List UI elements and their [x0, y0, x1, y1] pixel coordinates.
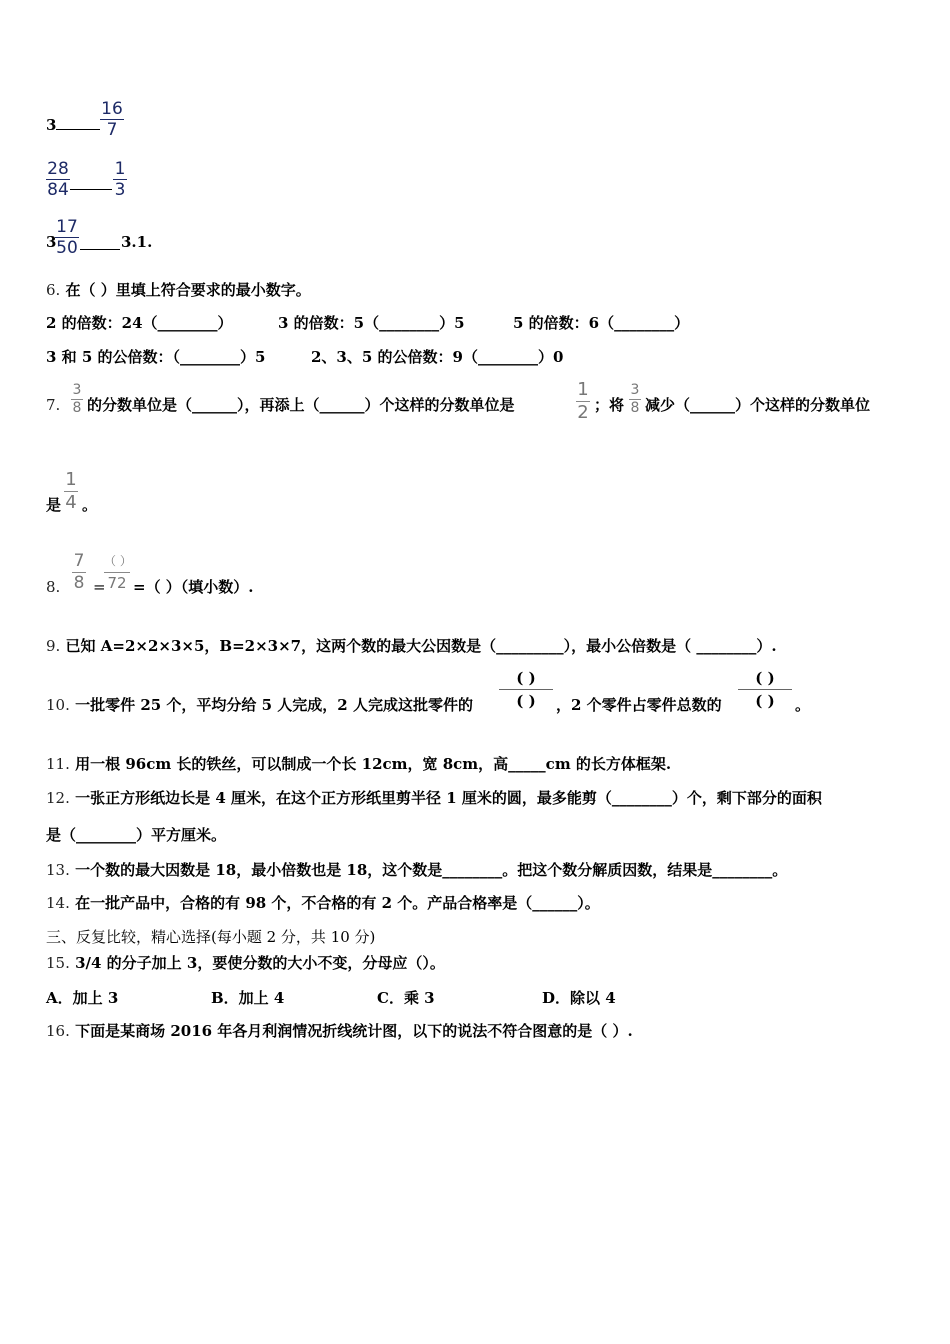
fraction-blank[interactable]: ( ) ( )	[499, 668, 553, 711]
question-8-tail: =（ ）（填小数）.	[133, 578, 254, 596]
q6-line2-a: 3 和 5 的公倍数：（________）5	[46, 348, 266, 366]
answer-blank[interactable]	[80, 236, 120, 250]
question-10-text2: ，2 个零件占零件总数的	[556, 696, 722, 714]
compare-row-a: 3	[46, 115, 100, 135]
q6-line2-b: 2、3、5 的公倍数：9（________）0	[311, 348, 564, 366]
question-7-text3: 减少（______）个这样的分数单位	[645, 396, 871, 414]
question-7-text2: ；将	[594, 396, 625, 414]
section-3-title: 三、反复比较，精心选择(每小题 2 分，共 10 分)	[46, 928, 376, 946]
question-15: 15. 3/4 的分子加上 3，要使分数的大小不变，分母应（）。	[46, 954, 445, 972]
fraction-3-8: 3 8	[630, 382, 640, 416]
fraction-blank-72: （ ） 72	[104, 554, 132, 592]
question-14: 14. 在一批产品中，合格的有 98 个，不合格的有 2 个。产品合格率是（______）。	[46, 894, 600, 912]
question-8-eq: =	[93, 578, 106, 596]
question-6: 6. 在（ ）里填上符合要求的最小数字。	[46, 281, 311, 299]
answer-blank[interactable]	[70, 176, 112, 190]
fraction-7-8: 7 8	[73, 551, 85, 593]
fraction-16-7: 16 7	[101, 99, 123, 140]
fraction-3-8: 3 8	[72, 382, 82, 416]
question-7-text4: 是	[46, 496, 62, 514]
question-12: 12. 一张正方形纸边长是 4 厘米，在这个正方形纸里剪半径 1 厘米的圆，最多能剪（________）个，剩下部分的面积	[46, 789, 822, 807]
question-12-cont: 是（________）平方厘米。	[46, 826, 227, 844]
fraction-1-4: 1 4	[65, 469, 77, 513]
fraction-1-3: 1 3	[114, 159, 126, 200]
fraction-blank[interactable]: ( ) ( )	[738, 668, 792, 711]
compare-row-c-tail: 3.1.	[121, 233, 153, 251]
question-13: 13. 一个数的最大因数是 18，最小倍数也是 18，这个数是________。把这个数分解质因数，结果是________。	[46, 861, 788, 879]
fraction-17-50: 17 50	[56, 217, 78, 258]
question-10-text3: 。	[795, 696, 811, 714]
option-b[interactable]: B．加上 4	[211, 989, 285, 1007]
fraction-28-84: 28 84	[47, 159, 69, 200]
question-7-text1: 的分数单位是（______），再添上（______）个这样的分数单位是	[87, 396, 515, 414]
compare-row-c: 3	[46, 233, 57, 251]
option-d[interactable]: D．除以 4	[542, 989, 616, 1007]
question-9: 9. 已知 A=2×2×3×5，B=2×3×7，这两个数的最大公因数是（_________），最小公倍数是（ ________）.	[46, 637, 777, 655]
answer-blank[interactable]	[56, 116, 100, 130]
question-11: 11. 用一根 96cm 长的铁丝，可以制成一个长 12cm，宽 8cm，高_____cm 的长方体框架.	[46, 755, 672, 773]
option-c[interactable]: C．乘 3	[377, 989, 435, 1007]
fraction-1-2: 1 2	[577, 379, 589, 423]
q6-line1-b: 3 的倍数：5（________）5	[278, 314, 465, 332]
question-7-text5: 。	[82, 496, 98, 514]
question-8-num: 8.	[46, 578, 61, 596]
question-10-text1: 10. 一批零件 25 个，平均分给 5 人完成，2 人完成这批零件的	[46, 696, 473, 714]
option-a[interactable]: A．加上 3	[46, 989, 119, 1007]
question-16: 16. 下面是某商场 2016 年各月利润情况折线统计图，以下的说法不符合图意的是（ ）.	[46, 1022, 633, 1040]
q6-line1-c: 5 的倍数：6（________）	[513, 314, 690, 332]
question-7-num: 7.	[46, 396, 61, 414]
q6-line1-a: 2 的倍数：24（________）	[46, 314, 233, 332]
